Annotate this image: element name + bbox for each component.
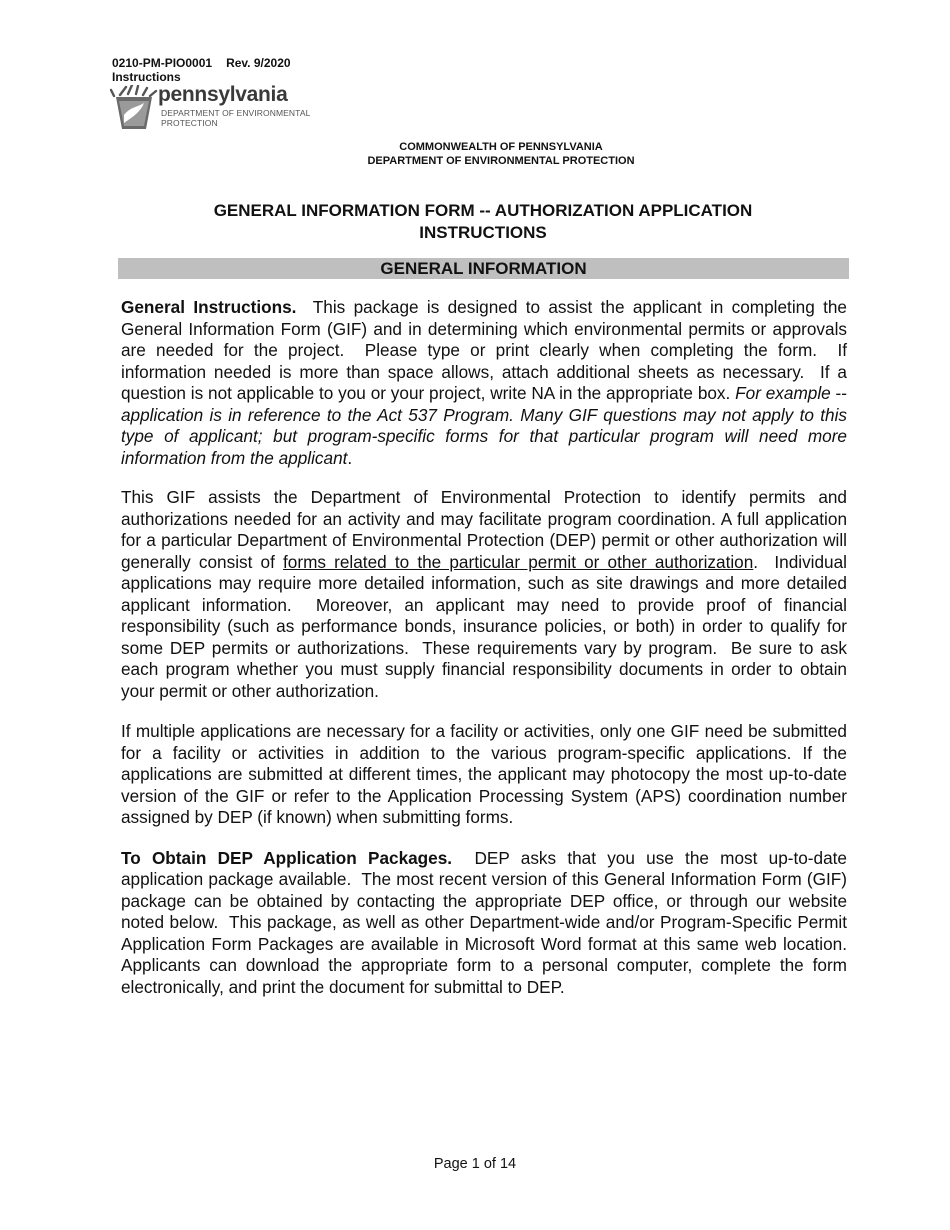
paragraph-obtain-packages — [121, 847, 857, 999]
obtain-packages-lead: To Obtain DEP Application Packages. — [121, 847, 453, 868]
agency-heading — [0, 140, 950, 168]
gif-assists-text-b: . Individual applications may require more detailed information, such as site drawings and more detailed applicant information. Moreover, an applicant may need to provide proof of financial responsibility (such as performance bonds, insurance policies, or both) in order to qualify for some DEP permits or authorizations. These requirements vary by program. Be sure to ask each program whether you must supply financial responsibility documents in order to obtain your permit or other authorization. — [121, 551, 852, 701]
general-instructions-text: This package is designed to assist the applicant in completing the General Information Form (GIF) and in determining which environmental permits or approvals are needed for the project. Please type or print clearly when completing the form. If information needed is more than space allows, attach additional sheets as necessary. If a question is not applicable to you or your project, write NA in the appropriate box. — [121, 297, 852, 403]
example-italic-text: application is in reference to the Act 537 Program. Many GIF questions may not apply to this type of applicant; but program-specific forms for that particular program will need more information from the applicant — [121, 404, 847, 468]
pa-dep-logo — [110, 85, 320, 133]
agency-line-2: DEPARTMENT OF ENVIRONMENTAL PROTECTION — [367, 155, 635, 167]
logo-subtitle-line2: PROTECTION — [161, 118, 218, 128]
form-revision: Rev. 9/2020 — [226, 56, 291, 70]
example-dash: -- — [830, 383, 852, 403]
logo-wordmark: pennsylvania — [158, 83, 288, 106]
page-number: Page 1 of 14 — [433, 1156, 517, 1172]
page-title-line-2: INSTRUCTIONS — [419, 223, 547, 242]
logo-subtitle — [161, 108, 321, 128]
gif-assists-text-a: This GIF assists the Department of Environmental Protection to identify permits and authorizations needed for an activity and may facilitate program coordination. A full application for a particular Department of Environmental Protection (DEP) permit or other authorization will generally consist of — [121, 487, 847, 572]
page-title — [110, 200, 856, 244]
logo-subtitle-line1: DEPARTMENT OF ENVIRONMENTAL — [161, 108, 311, 118]
page-title-line-1: GENERAL INFORMATION FORM -- AUTHORIZATION APPLICATION — [213, 201, 753, 220]
general-instructions-lead: General Instructions. — [121, 297, 297, 317]
paragraph-general-instructions — [121, 297, 852, 469]
gif-assists-underlined: forms related to the particular permit or other authorization — [283, 551, 754, 572]
paragraph-multiple-applications: If multiple applications are necessary for a facility or activities, only one GIF need be submitted for a facility or activities in addition to the various program-specific applications. If the applications are submitted at different times, the applicant may photocopy the most up-to-date version of the GIF or refer to the Application Processing System (APS) coordination number assigned by DEP (if known) when submitting forms. — [121, 721, 847, 827]
agency-line-1: COMMONWEALTH OF PENNSYLVANIA — [399, 141, 603, 153]
keystone-logo-icon — [110, 85, 158, 131]
section-heading-general-information: GENERAL INFORMATION — [118, 258, 849, 279]
example-italic-lead: For example — [735, 383, 831, 403]
general-instructions-end: . — [347, 447, 353, 468]
form-identifier — [112, 56, 291, 84]
form-doc-type: Instructions — [112, 70, 181, 84]
paragraph-gif-assists — [121, 487, 852, 702]
obtain-packages-text: DEP asks that you use the most up-to-date application package available. The most recent version of this General Information Form (GIF) package can be obtained by contacting the appropriate DEP office, or through our website noted below. This package, as well as other Department-wide and/or Program-Specific Permit Application Form Packages are available in Microsoft Word format at this same web location. Applicants can download the appropriate form to a personal computer, complete the form electronically, and print the document for submittal to DEP. — [121, 847, 857, 997]
instructions-body — [121, 297, 857, 1017]
form-number: 0210-PM-PIO0001 — [112, 56, 213, 70]
